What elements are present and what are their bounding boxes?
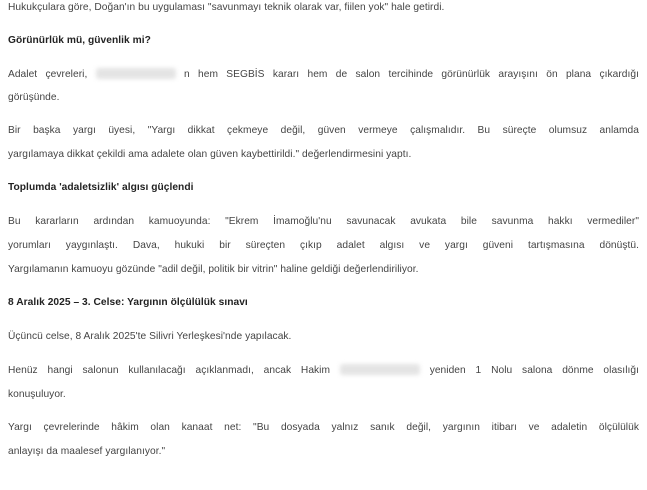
paragraph-text: yeniden 1 Nolu salona dönme olasılığı xyxy=(429,365,639,376)
paragraph-line: görüşünde. xyxy=(8,92,60,103)
paragraph-line: yorumları yaygınlaştı. Dava, hukuki bir süreçten çıkıp adalet algısı ve yargı güveni tartışmasına dönüştü. xyxy=(8,240,639,251)
paragraph-text: n hem SEGBİS kararı hem de salon tercihinde görünürlük arayışını ön plana çıkardığı xyxy=(183,69,639,80)
section-heading-hearing: 8 Aralık 2025 – 3. Celse: Yargının ölçülülük sınavı xyxy=(8,297,248,308)
redacted-name xyxy=(340,364,420,375)
section-heading-visibility: Görünürlük mü, güvenlik mi? xyxy=(8,35,151,46)
paragraph-line: Üçüncü celse, 8 Aralık 2025'te Silivri Yerleşkesi'nde yapılacak. xyxy=(8,331,292,342)
paragraph-line: Bir başka yargı üyesi, "Yargı dikkat çekmeye değil, güven vermeye çalışmalıdır. Bu süreçte olumsuz anlamda xyxy=(8,125,639,136)
section-heading-injustice: Toplumda 'adaletsizlik' algısı güçlendi xyxy=(8,182,194,193)
paragraph-text: Adalet çevreleri, xyxy=(8,69,88,80)
paragraph-line: Yargı çevrelerinde hâkim olan kanaat net: "Bu dosyada yalnız sanık değil, yargının itibarı ve adaletin ölçülülük xyxy=(8,422,639,433)
paragraph-line: yargılamaya dikkat çekildi ama adalete olan güven kaybettirildi." değerlendirmesini yaptı. xyxy=(8,149,412,160)
intro-paragraph: Hukukçulara göre, Doğan'ın bu uygulaması "savunmayı teknik olarak var, fiilen yok" hale getirdi. xyxy=(8,2,445,13)
paragraph-text: Henüz hangi salonun kullanılacağı açıklanmadı, ancak Hakim xyxy=(8,365,331,376)
paragraph-line: Yargılamanın kamuoyu gözünde "adil değil, politik bir vitrin" haline geldiği değerlendiriliyor. xyxy=(8,264,419,275)
paragraph-line: Bu kararların ardından kamuoyunda: "Ekrem İmamoğlu'nu savunacak avukata bile savunma hakkı vermediler" xyxy=(8,216,639,227)
redacted-name xyxy=(96,68,176,79)
paragraph-line: konuşuluyor. xyxy=(8,389,66,400)
paragraph-line xyxy=(8,364,639,378)
paragraph-line: anlayışı da maalesef yargılanıyor." xyxy=(8,446,166,457)
paragraph-line xyxy=(8,68,639,82)
